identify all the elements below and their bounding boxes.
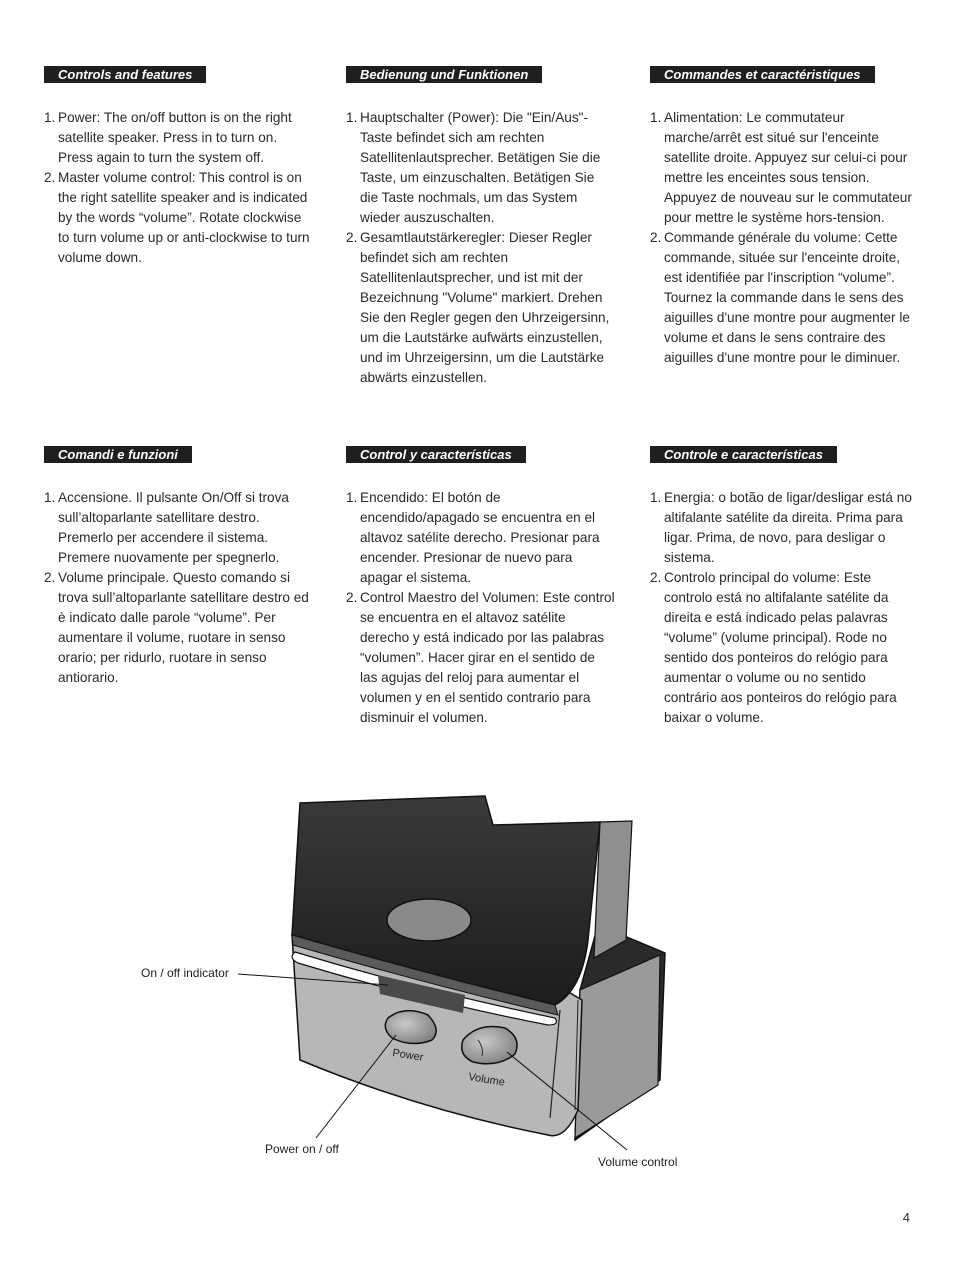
- list-item: 1. Power: The on/off button is on the right satellite speaker. Press in to turn on. Press again to turn the system off.: [44, 110, 292, 165]
- volume-knob-label: Volume: [467, 1071, 506, 1089]
- list-item: 1. Hauptschalter (Power): Die "Ein/Aus"-Taste befindet sich am rechten Satellitenlautsprecher. Betätigen Sie die Taste, um einzuschalten. Betätigen Sie die Taste nochmals, um das System wieder auszuschalten.: [346, 110, 601, 225]
- section-heading: Comandi e funzioni: [44, 446, 192, 463]
- section-heading: Control y características: [346, 446, 526, 463]
- back-panel: [594, 821, 632, 958]
- power-callout: Power on / off: [265, 1142, 339, 1156]
- section-heading: Controle e características: [650, 446, 837, 463]
- page-number: 4: [902, 1210, 910, 1225]
- power-button-label: Power: [391, 1047, 425, 1064]
- section-heading: Bedienung und Funktionen: [346, 66, 542, 83]
- list-item: 2. Controlo principal do volume: Este controlo está no altifalante satélite da direita e está indicado pelas palavras “volume” (volume principal). Rode no sentido dos ponteiros do relógio para aumentar o volume ou no sentido contrário aos ponteiros do relógio para baixar o volume.: [650, 570, 897, 725]
- list-item: 1. Accensione. Il pulsante On/Off si trova sull’altoparlante satellitare destro. Premerlo per accendere il sistema. Premere nuovamente per spegnerlo.: [44, 490, 289, 565]
- volume-callout: Volume control: [598, 1155, 678, 1169]
- section-heading: Controls and features: [44, 66, 206, 83]
- list-item: 2. Volume principale. Questo comando si trova sull’altoparlante satellitare destro ed è indicato dalle parole “volume”. Per aumentare il volume, ruotare in senso orario; per ridurlo, ruotare in senso antiorario.: [44, 570, 309, 685]
- list-item: 1. Energia: o botão de ligar/desligar está no altifalante satélite da direita. Prima para ligar. Prima, de novo, para desligar o sistema.: [650, 490, 912, 565]
- list-item: 1. Alimentation: Le commutateur marche/arrêt est situé sur l'enceinte satellite droite. Appuyez sur celui-ci pour mettre les enceintes sous tension. Appuyez de nouveau sur le commutateur pour mettre le système hors-tension.: [650, 110, 912, 225]
- section-heading: Commandes et caractéristiques: [650, 66, 875, 83]
- list-item: 2. Control Maestro del Volumen: Este control se encuentra en el altavoz satélite derecho y está indicado por las palabras “volumen”. Hacer girar en el sentido de las agujas del reloj para aumentar el volumen y en el sentido contrario para disminuir el volumen.: [346, 590, 615, 725]
- list-item: 1. Encendido: El botón de encendido/apagado se encuentra en el altavoz satélite derecho. Presionar para encender. Presionar de nuevo para apagar el sistema.: [346, 490, 600, 585]
- list-item: 2. Commande générale du volume: Cette commande, située sur l'enceinte droite, est identifiée par l'inscription “volume”. Tournez la commande dans le sens des aiguilles d'une montre pour augmenter le volume et dans le sens contraire des aiguilles d'une montre pour le diminuer.: [650, 230, 910, 365]
- logo-oval: [387, 899, 471, 941]
- list-item: 2. Gesamtlautstärkeregler: Dieser Regler befindet sich am rechten Satellitenlautsprecher, und ist mit der Bezeichnung "Volume" markiert. Drehen Sie den Regler gegen den Uhrzeigersinn, um die Lautstärke aufwärts einzustellen, und im Uhrzeigersinn, um die Lautstärke abwärts einzustellen.: [346, 230, 610, 385]
- list-item: 2. Master volume control: This control is on the right satellite speaker and is indicated by the words “volume”. Rotate clockwise to turn volume up or anti-clockwise to turn volume down.: [44, 170, 310, 265]
- indicator-callout: On / off indicator: [141, 966, 229, 980]
